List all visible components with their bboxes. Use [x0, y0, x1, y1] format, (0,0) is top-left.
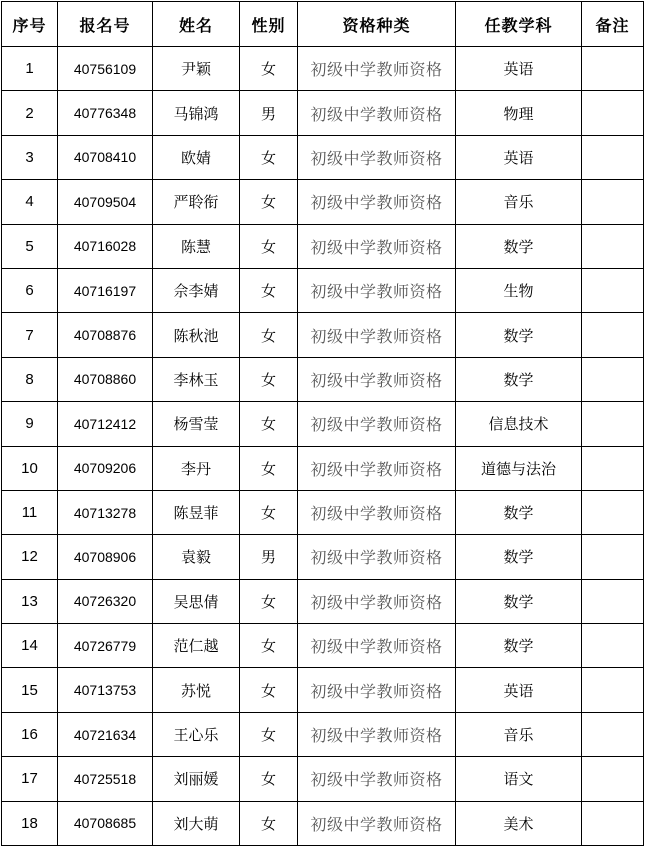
- cell-seq: 5: [2, 224, 58, 268]
- cell-remarks: [582, 224, 644, 268]
- cell-seq: 2: [2, 91, 58, 135]
- cell-seq: 10: [2, 446, 58, 490]
- cell-name: 陈秋池: [153, 313, 240, 357]
- cell-reg-no: 40712412: [58, 402, 153, 446]
- cell-reg-no: 40709504: [58, 180, 153, 224]
- cell-subject: 音乐: [456, 712, 582, 756]
- header-row: [2, 2, 644, 47]
- cell-gender: 女: [240, 446, 298, 490]
- cell-qualification: 初级中学教师资格: [298, 801, 456, 845]
- cell-reg-no: 40776348: [58, 91, 153, 135]
- cell-name: 陈昱菲: [153, 490, 240, 534]
- cell-subject: 音乐: [456, 180, 582, 224]
- cell-subject: 英语: [456, 135, 582, 179]
- cell-seq: 8: [2, 357, 58, 401]
- cell-qualification: 初级中学教师资格: [298, 624, 456, 668]
- cell-name: 严聆衔: [153, 180, 240, 224]
- table-row: [2, 268, 644, 312]
- cell-remarks: [582, 313, 644, 357]
- table-row: [2, 224, 644, 268]
- cell-subject: 数学: [456, 313, 582, 357]
- cell-qualification: 初级中学教师资格: [298, 490, 456, 534]
- cell-reg-no: 40709206: [58, 446, 153, 490]
- cell-name: 刘大萌: [153, 801, 240, 845]
- cell-gender: 女: [240, 224, 298, 268]
- cell-remarks: [582, 535, 644, 579]
- cell-remarks: [582, 91, 644, 135]
- teacher-qualification-table: [1, 1, 644, 846]
- cell-gender: 女: [240, 712, 298, 756]
- cell-subject: 道德与法治: [456, 446, 582, 490]
- cell-qualification: 初级中学教师资格: [298, 579, 456, 623]
- cell-name: 佘李婧: [153, 268, 240, 312]
- cell-seq: 12: [2, 535, 58, 579]
- cell-gender: 男: [240, 91, 298, 135]
- table-row: [2, 446, 644, 490]
- cell-seq: 4: [2, 180, 58, 224]
- cell-reg-no: 40721634: [58, 712, 153, 756]
- cell-subject: 英语: [456, 668, 582, 712]
- cell-name: 王心乐: [153, 712, 240, 756]
- cell-name: 陈慧: [153, 224, 240, 268]
- header-gender: 性别: [240, 2, 298, 47]
- cell-remarks: [582, 624, 644, 668]
- header-remarks: 备注: [582, 2, 644, 47]
- cell-seq: 6: [2, 268, 58, 312]
- cell-remarks: [582, 668, 644, 712]
- cell-gender: 女: [240, 579, 298, 623]
- table-row: [2, 357, 644, 401]
- cell-subject: 数学: [456, 535, 582, 579]
- cell-gender: 男: [240, 535, 298, 579]
- cell-subject: 数学: [456, 624, 582, 668]
- cell-remarks: [582, 268, 644, 312]
- cell-qualification: 初级中学教师资格: [298, 535, 456, 579]
- cell-seq: 13: [2, 579, 58, 623]
- cell-qualification: 初级中学教师资格: [298, 91, 456, 135]
- cell-gender: 女: [240, 490, 298, 534]
- table-row: [2, 180, 644, 224]
- cell-reg-no: 40756109: [58, 47, 153, 91]
- cell-subject: 物理: [456, 91, 582, 135]
- cell-qualification: 初级中学教师资格: [298, 47, 456, 91]
- cell-remarks: [582, 712, 644, 756]
- header-name: 姓名: [153, 2, 240, 47]
- cell-seq: 11: [2, 490, 58, 534]
- cell-subject: 生物: [456, 268, 582, 312]
- cell-remarks: [582, 801, 644, 845]
- cell-name: 苏悦: [153, 668, 240, 712]
- header-seq: 序号: [2, 2, 58, 47]
- cell-seq: 17: [2, 757, 58, 801]
- cell-reg-no: 40716028: [58, 224, 153, 268]
- header-subject: 任教学科: [456, 2, 582, 47]
- cell-reg-no: 40708410: [58, 135, 153, 179]
- cell-subject: 英语: [456, 47, 582, 91]
- cell-gender: 女: [240, 402, 298, 446]
- table-row: [2, 490, 644, 534]
- cell-remarks: [582, 757, 644, 801]
- cell-subject: 美术: [456, 801, 582, 845]
- cell-qualification: 初级中学教师资格: [298, 224, 456, 268]
- cell-qualification: 初级中学教师资格: [298, 712, 456, 756]
- cell-name: 袁毅: [153, 535, 240, 579]
- table-row: [2, 402, 644, 446]
- cell-gender: 女: [240, 624, 298, 668]
- cell-seq: 16: [2, 712, 58, 756]
- table-row: [2, 579, 644, 623]
- cell-seq: 9: [2, 402, 58, 446]
- cell-remarks: [582, 402, 644, 446]
- cell-reg-no: 40725518: [58, 757, 153, 801]
- cell-remarks: [582, 357, 644, 401]
- cell-qualification: 初级中学教师资格: [298, 668, 456, 712]
- table-row: [2, 135, 644, 179]
- table-row: [2, 91, 644, 135]
- cell-seq: 7: [2, 313, 58, 357]
- cell-reg-no: 40708685: [58, 801, 153, 845]
- cell-seq: 15: [2, 668, 58, 712]
- cell-qualification: 初级中学教师资格: [298, 180, 456, 224]
- cell-remarks: [582, 579, 644, 623]
- cell-reg-no: 40726320: [58, 579, 153, 623]
- cell-subject: 信息技术: [456, 402, 582, 446]
- table-row: [2, 757, 644, 801]
- cell-qualification: 初级中学教师资格: [298, 402, 456, 446]
- cell-name: 欧婧: [153, 135, 240, 179]
- cell-reg-no: 40716197: [58, 268, 153, 312]
- cell-subject: 数学: [456, 490, 582, 534]
- cell-qualification: 初级中学教师资格: [298, 446, 456, 490]
- cell-gender: 女: [240, 47, 298, 91]
- cell-gender: 女: [240, 757, 298, 801]
- cell-qualification: 初级中学教师资格: [298, 135, 456, 179]
- table-row: [2, 313, 644, 357]
- table-row: [2, 712, 644, 756]
- cell-subject: 数学: [456, 357, 582, 401]
- cell-remarks: [582, 135, 644, 179]
- cell-qualification: 初级中学教师资格: [298, 313, 456, 357]
- cell-remarks: [582, 490, 644, 534]
- cell-seq: 3: [2, 135, 58, 179]
- cell-subject: 数学: [456, 224, 582, 268]
- cell-remarks: [582, 446, 644, 490]
- cell-reg-no: 40708906: [58, 535, 153, 579]
- cell-name: 范仁越: [153, 624, 240, 668]
- table-row: [2, 624, 644, 668]
- cell-reg-no: 40713278: [58, 490, 153, 534]
- cell-name: 马锦鸿: [153, 91, 240, 135]
- cell-gender: 女: [240, 357, 298, 401]
- cell-name: 刘丽媛: [153, 757, 240, 801]
- table-row: [2, 801, 644, 845]
- table-row: [2, 668, 644, 712]
- cell-subject: 数学: [456, 579, 582, 623]
- table-row: [2, 535, 644, 579]
- cell-name: 李林玉: [153, 357, 240, 401]
- cell-gender: 女: [240, 180, 298, 224]
- cell-gender: 女: [240, 268, 298, 312]
- cell-reg-no: 40708860: [58, 357, 153, 401]
- header-reg-no: 报名号: [58, 2, 153, 47]
- cell-subject: 语文: [456, 757, 582, 801]
- cell-name: 尹颖: [153, 47, 240, 91]
- cell-qualification: 初级中学教师资格: [298, 357, 456, 401]
- cell-name: 杨雪莹: [153, 402, 240, 446]
- cell-remarks: [582, 180, 644, 224]
- cell-gender: 女: [240, 668, 298, 712]
- cell-name: 李丹: [153, 446, 240, 490]
- cell-seq: 1: [2, 47, 58, 91]
- cell-gender: 女: [240, 313, 298, 357]
- cell-name: 吴思倩: [153, 579, 240, 623]
- table-body: [2, 47, 644, 846]
- cell-gender: 女: [240, 135, 298, 179]
- cell-gender: 女: [240, 801, 298, 845]
- cell-qualification: 初级中学教师资格: [298, 268, 456, 312]
- table-header: [2, 2, 644, 47]
- cell-seq: 18: [2, 801, 58, 845]
- table-row: [2, 47, 644, 91]
- cell-reg-no: 40713753: [58, 668, 153, 712]
- cell-seq: 14: [2, 624, 58, 668]
- cell-qualification: 初级中学教师资格: [298, 757, 456, 801]
- header-qualification: 资格种类: [298, 2, 456, 47]
- cell-remarks: [582, 47, 644, 91]
- cell-reg-no: 40708876: [58, 313, 153, 357]
- cell-reg-no: 40726779: [58, 624, 153, 668]
